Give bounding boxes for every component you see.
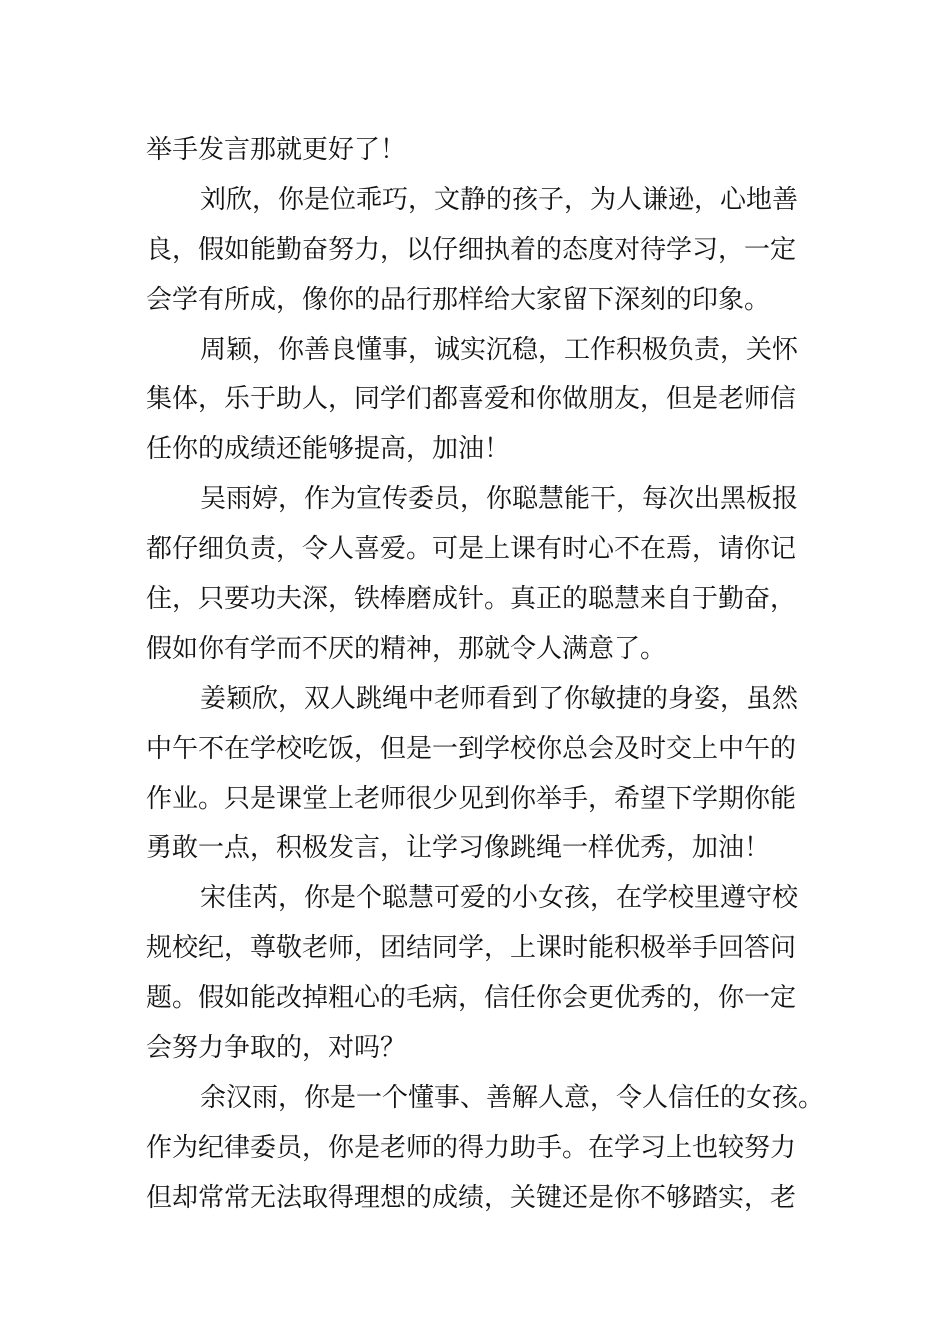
text-line: 会努力争取的，对吗？	[146, 1033, 407, 1064]
text-line: 宋佳芮，你是个聪慧可爱的小女孩，在学校里遵守校	[200, 883, 799, 914]
text-line: 住，只要功夫深，铁棒磨成针。真正的聪慧来自于勤奋，	[146, 584, 797, 615]
text-line: 余汉雨，你是一个懂事、善解人意，令人信任的女孩。	[200, 1082, 825, 1113]
text-line: 吴雨婷，作为宣传委员，你聪慧能干，每次出黑板报	[200, 484, 799, 515]
text-line: 中午不在学校吃饭，但是一到学校你总会及时交上中午的	[146, 733, 797, 764]
text-line: 规校纪，尊敬老师，团结同学，上课时能积极举手回答问	[146, 933, 797, 964]
text-line: 勇敢一点，积极发言，让学习像跳绳一样优秀，加油！	[146, 833, 771, 864]
text-line: 举手发言那就更好了！	[146, 135, 407, 165]
text-line: 任你的成绩还能够提高，加油！	[146, 434, 511, 465]
text-line: 假如你有学而不厌的精神，那就令人满意了。	[146, 633, 667, 664]
text-line: 周颖，你善良懂事，诚实沉稳，工作积极负责，关怀	[200, 334, 799, 365]
text-line: 刘欣，你是位乖巧，文静的孩子，为人谦逊，心地善	[200, 184, 799, 215]
text-line: 作为纪律委员，你是老师的得力助手。在学习上也较努力	[146, 1132, 797, 1163]
text-line: 姜颖欣，双人跳绳中老师看到了你敏捷的身姿，虽然	[200, 683, 799, 714]
text-line: 但却常常无法取得理想的成绩，关键还是你不够踏实，老	[146, 1182, 797, 1213]
text-line: 都仔细负责，令人喜爱。可是上课有时心不在焉，请你记	[146, 534, 797, 565]
text-line: 会学有所成，像你的品行那样给大家留下深刻的印象。	[146, 284, 771, 315]
text-line: 集体，乐于助人，同学们都喜爱和你做朋友，但是老师信	[146, 384, 797, 415]
text-line: 良，假如能勤奋努力，以仔细执着的态度对待学习，一定	[146, 234, 797, 265]
text-line: 题。假如能改掉粗心的毛病，信任你会更优秀的，你一定	[146, 983, 797, 1014]
document-body	[146, 126, 826, 1224]
text-line: 作业。只是课堂上老师很少见到你举手，希望下学期你能	[146, 783, 797, 814]
